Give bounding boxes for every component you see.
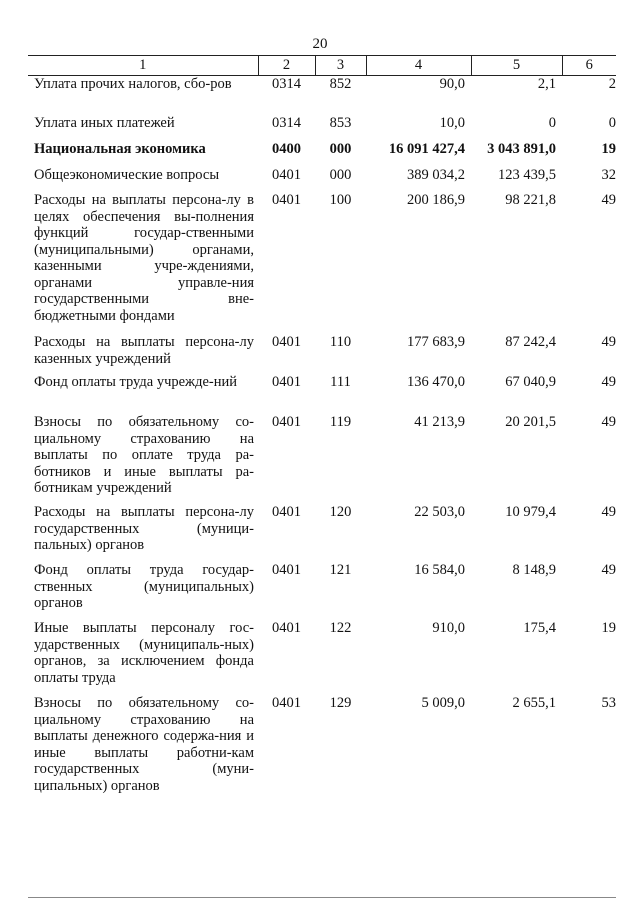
row-name-cell: Общеэкономические вопросы xyxy=(34,167,220,183)
row-name-cell: Взносы по обязательному со-циальному страхованию на выплаты денежного содержа-ния и иные выплаты работни-кам государственных (муни-ципальных) органов xyxy=(34,695,254,794)
expense-code-cell: 119 xyxy=(329,414,352,430)
actual-amount-cell: 87 242,4 xyxy=(505,334,556,350)
section-code-cell: 0401 xyxy=(272,504,301,520)
expense-code-cell: 122 xyxy=(329,620,352,636)
percent-cell: 19 xyxy=(601,141,616,157)
row-name-cell: Расходы на выплаты персона-лу казенных учреждений xyxy=(34,334,254,367)
expense-code-cell: 111 xyxy=(330,374,351,390)
table-row xyxy=(28,192,616,334)
actual-amount-cell: 2,1 xyxy=(537,75,556,92)
actual-amount-cell: 20 201,5 xyxy=(505,414,556,430)
column-header: 6 xyxy=(562,56,616,76)
table-row xyxy=(28,504,616,562)
column-header: 1 xyxy=(28,56,258,76)
row-name-cell: Взносы по обязательному со-циальному страхованию на выплаты по оплате труда ра-ботников и иные выплаты ра-ботникам учреждений xyxy=(34,414,254,496)
table-row xyxy=(28,334,616,374)
actual-amount-cell: 2 655,1 xyxy=(512,695,556,711)
section-code-cell: 0314 xyxy=(272,115,301,131)
section-code-cell: 0401 xyxy=(272,192,301,208)
expense-code-cell: 000 xyxy=(329,167,352,183)
actual-amount-cell: 98 221,8 xyxy=(505,192,556,208)
plan-amount-cell: 200 186,9 xyxy=(407,192,465,208)
percent-cell: 49 xyxy=(601,374,616,390)
table-body xyxy=(28,75,616,805)
plan-amount-cell: 22 503,0 xyxy=(414,504,465,520)
percent-cell: 53 xyxy=(601,695,616,711)
row-name-cell: Уплата иных платежей xyxy=(34,115,175,131)
percent-cell: 49 xyxy=(601,562,616,578)
section-code-cell: 0314 xyxy=(272,75,301,92)
row-name-cell: Фонд оплаты труда учрежде-ний xyxy=(34,374,237,390)
table-header xyxy=(28,56,616,76)
percent-cell: 32 xyxy=(601,167,616,183)
percent-cell: 49 xyxy=(601,334,616,350)
expense-code-cell: 853 xyxy=(329,115,352,131)
table-row xyxy=(28,141,616,167)
row-name-cell: Расходы на выплаты персона-лу в целях обеспечения вы-полнения функций государ-ственными (муниципальными) органами, казенными учре-ждениями, органами управле-ния государственными вне-бюджетными фондами xyxy=(34,192,254,324)
plan-amount-cell: 16 091 427,4 xyxy=(388,141,465,157)
actual-amount-cell: 67 040,9 xyxy=(505,374,556,390)
column-header: 2 xyxy=(258,56,315,76)
actual-amount-cell: 8 148,9 xyxy=(512,562,556,578)
row-name-cell: Национальная экономика xyxy=(34,141,206,157)
row-name-cell: Уплата прочих налогов, сбо-ров xyxy=(34,75,232,92)
plan-amount-cell: 10,0 xyxy=(439,115,465,131)
row-name-cell: Расходы на выплаты персона-лу государственных (муници-пальных) органов xyxy=(34,504,254,553)
row-name-cell: Иные выплаты персоналу гос-ударственных (муниципаль-ных) органов, за исключением фонда оплаты труда xyxy=(34,620,254,686)
expense-code-cell: 121 xyxy=(329,562,352,578)
section-code-cell: 0401 xyxy=(272,620,301,636)
percent-cell: 49 xyxy=(601,504,616,520)
percent-cell: 0 xyxy=(608,115,616,131)
bottom-rule xyxy=(28,897,616,898)
plan-amount-cell: 41 213,9 xyxy=(414,414,465,430)
actual-amount-cell: 175,4 xyxy=(523,620,556,636)
page-number: 20 xyxy=(312,36,328,52)
percent-cell: 49 xyxy=(601,414,616,430)
percent-cell: 2 xyxy=(608,75,616,92)
section-code-cell: 0400 xyxy=(272,141,301,157)
section-code-cell: 0401 xyxy=(272,374,301,390)
expense-code-cell: 000 xyxy=(329,141,352,157)
column-header: 4 xyxy=(366,56,471,76)
expense-code-cell: 852 xyxy=(329,75,352,92)
table-row xyxy=(28,620,616,695)
section-code-cell: 0401 xyxy=(272,334,301,350)
table-row xyxy=(28,115,616,141)
table-row xyxy=(28,414,616,504)
plan-amount-cell: 910,0 xyxy=(432,620,465,636)
expense-code-cell: 100 xyxy=(329,192,352,208)
actual-amount-cell: 0 xyxy=(548,115,556,131)
percent-cell: 19 xyxy=(601,620,616,636)
expense-code-cell: 129 xyxy=(329,695,352,711)
actual-amount-cell: 10 979,4 xyxy=(505,504,556,520)
section-code-cell: 0401 xyxy=(272,167,301,183)
section-code-cell: 0401 xyxy=(272,414,301,430)
section-code-cell: 0401 xyxy=(272,562,301,578)
table-row xyxy=(28,75,616,115)
actual-amount-cell: 3 043 891,0 xyxy=(487,141,556,157)
table-row xyxy=(28,167,616,192)
column-header: 3 xyxy=(315,56,366,76)
actual-amount-cell: 123 439,5 xyxy=(498,167,556,183)
table-row xyxy=(28,695,616,805)
percent-cell: 49 xyxy=(601,192,616,208)
table-row xyxy=(28,374,616,414)
column-header: 5 xyxy=(471,56,562,76)
expense-code-cell: 110 xyxy=(329,334,352,350)
section-code-cell: 0401 xyxy=(272,695,301,711)
plan-amount-cell: 389 034,2 xyxy=(407,167,465,183)
plan-amount-cell: 90,0 xyxy=(439,75,465,92)
table-row xyxy=(28,562,616,620)
expense-code-cell: 120 xyxy=(329,504,352,520)
plan-amount-cell: 177 683,9 xyxy=(407,334,465,350)
plan-amount-cell: 16 584,0 xyxy=(414,562,465,578)
budget-table xyxy=(28,55,616,805)
plan-amount-cell: 136 470,0 xyxy=(407,374,465,390)
plan-amount-cell: 5 009,0 xyxy=(421,695,465,711)
row-name-cell: Фонд оплаты труда государ-ственных (муниципальных) органов xyxy=(34,562,254,611)
